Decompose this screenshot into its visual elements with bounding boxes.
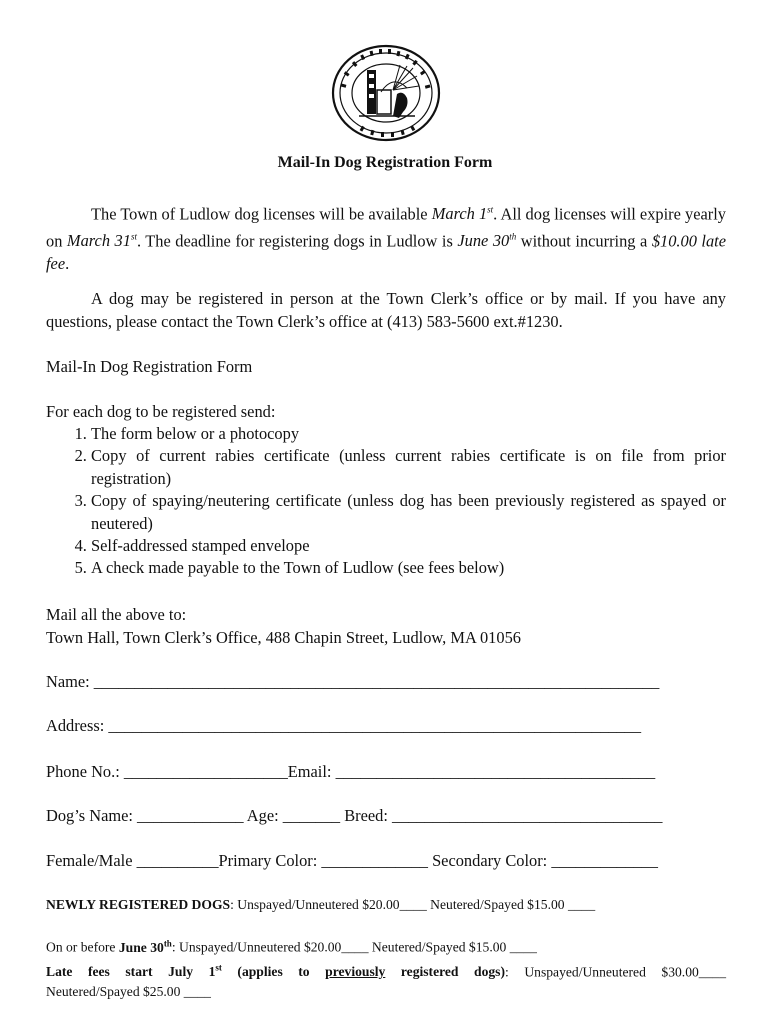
newly-registered-fees (46, 895, 726, 915)
name-field[interactable]: _____________________________________________________________________ (93, 672, 660, 691)
form-title: Mail-In Dog Registration Form (277, 154, 493, 171)
secondary-color-label: Secondary Color: (427, 851, 552, 870)
dog-info-row (46, 806, 726, 826)
list-item: 5. A check made payable to the Town of Ludlow (see fees below) (91, 557, 726, 579)
address-label: Address: (46, 716, 109, 735)
dog-name-field[interactable]: _____________ (137, 806, 244, 825)
age-label: Age: (243, 806, 283, 825)
phone-field[interactable]: ____________________ (123, 762, 288, 781)
newly-registered-label: NEWLY REGISTERED DOGS (46, 897, 231, 912)
renewal-fees: On or before June 30th: Unspayed/Unneutered $20.00____ Neutered/Spayed $15.00 ____ Late fees start July 1st (applies to previously registered dogs): Unspayed/Unneutered $30.00____ Neutered/Spayed $25.00 ____ (46, 938, 726, 1000)
sex-color-row (46, 851, 726, 871)
list-item: 2. Copy of current rabies certificate (unless current rabies certificate is on file from prior registration) (91, 445, 726, 490)
list-intro: For each dog to be registered send: (46, 402, 276, 421)
intro-paragraph-1: The Town of Ludlow dog licenses will be available March 1st. All dog licenses will expire yearly on March 31st. The deadline for registering dogs in Ludlow is June 30th without incurring a $10.00 late fee. (46, 204, 726, 273)
sex-field[interactable]: __________ (136, 851, 219, 870)
email-field[interactable]: _______________________________________ (335, 762, 656, 781)
address-field[interactable]: _________________________________________________________________ (108, 716, 642, 735)
phone-email-row (46, 762, 726, 782)
primary-color-label: Primary Color: (218, 851, 322, 870)
requirements-list (46, 423, 726, 580)
mail-to (46, 604, 726, 649)
address-row (46, 716, 726, 736)
town-seal-logo (331, 44, 441, 142)
mail-to-label: Mail all the above to: (46, 605, 187, 624)
intro-paragraph-2: A dog may be registered in person at the Town Clerk’s office or by mail. If you have any questions, please contact the Town Clerk’s office at (413) 583-5600 ext.#1230. (46, 289, 726, 331)
email-label: Email: (287, 762, 336, 781)
list-item: 3. Copy of spaying/neutering certificate (unless dog has been previously registered as spayed or neutered) (91, 490, 726, 535)
list-item: 1. The form below or a photocopy (91, 423, 726, 445)
newly-registered-text: : Unspayed/Unneutered $20.00____ Neutered/Spayed $15.00 ____ (230, 897, 596, 912)
mail-to-address: Town Hall, Town Clerk’s Office, 488 Chapin Street, Ludlow, MA 01056 (46, 627, 521, 647)
age-field[interactable]: _______ (282, 806, 341, 825)
subheading: Mail-In Dog Registration Form (46, 357, 253, 376)
phone-label: Phone No.: (46, 762, 124, 781)
sex-label: Female/Male (46, 851, 137, 870)
breed-field[interactable]: _________________________________ (392, 806, 663, 825)
name-row (46, 672, 726, 692)
breed-label: Breed: (340, 806, 393, 825)
primary-color-field[interactable]: _____________ (321, 851, 428, 870)
dog-name-label: Dog’s Name: (46, 806, 138, 825)
list-item: 4. Self-addressed stamped envelope (91, 535, 726, 557)
secondary-color-field[interactable]: _____________ (551, 851, 658, 870)
name-label: Name: (46, 672, 94, 691)
